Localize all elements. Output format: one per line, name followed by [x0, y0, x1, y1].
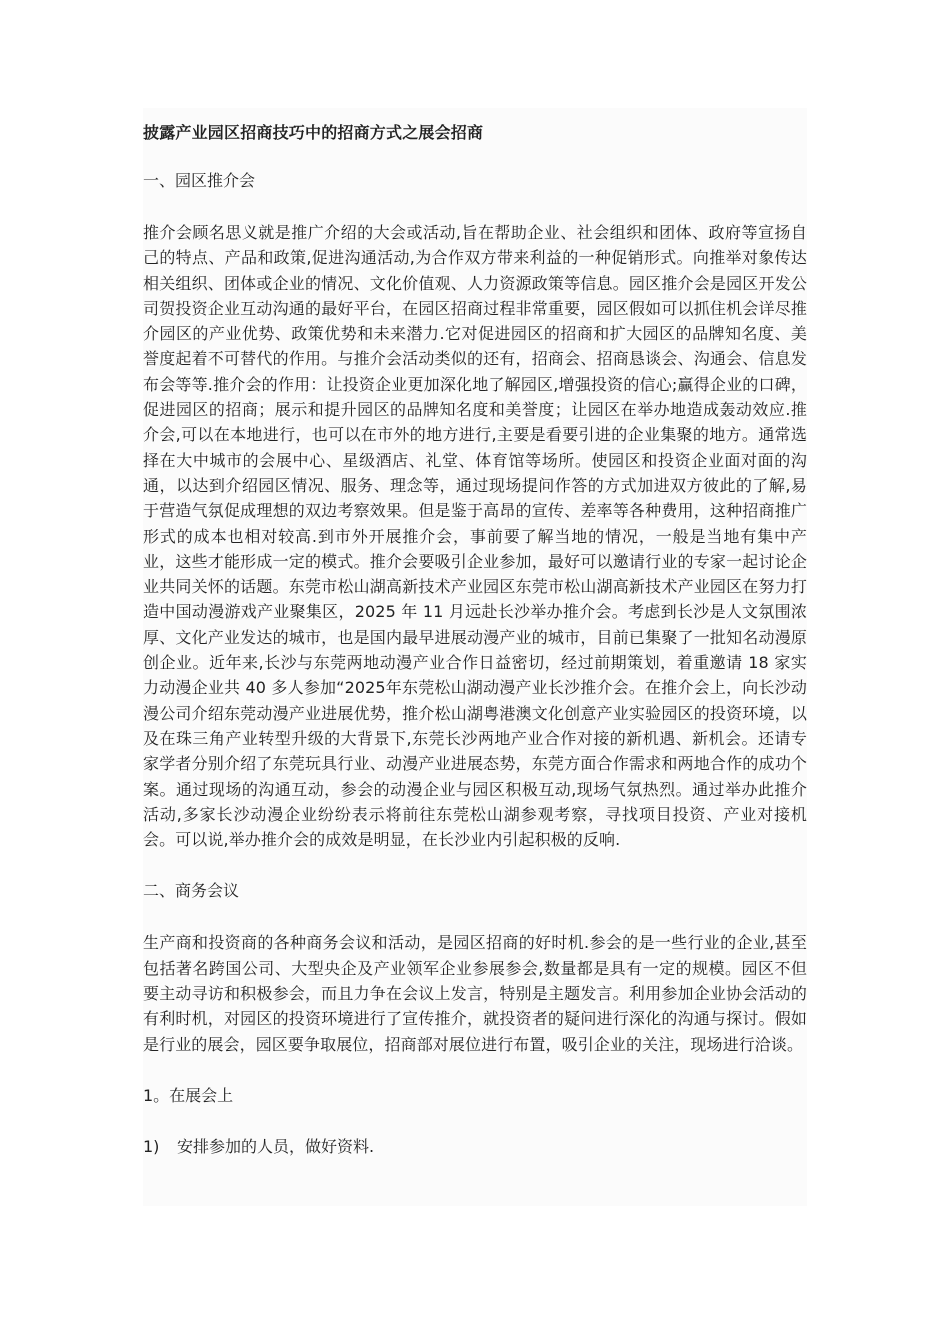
subsection-heading-at-exhibition: 1。在展会上 — [143, 1085, 234, 1105]
list-item-text: 安排参加的人员，做好资料. — [177, 1136, 375, 1156]
section-heading-business-meeting: 二、商务会议 — [143, 881, 240, 901]
list-item — [143, 1135, 807, 1159]
list-item-number: 1) — [143, 1136, 160, 1156]
section-paragraph-promotion-conference: 推介会顾名思义就是推广介绍的大会或活动,旨在帮助企业、社会组织和团体、政府等宣扬自己的特点、产品和政策,促进沟通活动,为合作双方带来利益的一种促销形式。向推举对象传达相关组织、团体或企业的情况、文化价值观、人力资源政策等信息。园区推介会是园区开发公司贺投资企业互动沟通的最好平台，在园区招商过程非常重要，园区假如可以抓住机会详尽推介园区的产业优势、政策优势和未来潜力.它对促进园区的招商和扩大园区的品牌知名度、美誉度起着不可替代的作用。与推介会活动类似的还有，招商会、招商恳谈会、沟通会、信息发布会等等.推介会的作用：让投资企业更加深化地了解园区,增强投资的信心;赢得企业的口碑，促进园区的招商；展示和提升园区的品牌知名度和美誉度；让园区在举办地造成轰动效应.推介会,可以在本地进行，也可以在市外的地方进行,主要是看要引进的企业集聚的地方。通常选择在大中城市的会展中心、星级酒店、礼堂、体育馆等场所。使园区和投资企业面对面的沟通，以达到介绍园区情况、服务、理念等，通过现场提问作答的方式加进双方彼此的了解,易于营造气氛促成理想的双边考察效果。但是鉴于高昂的宣传、差率等各种费用，这种招商推广形式的成本也相对较高.到市外开展推介会，事前要了解当地的情况，一般是当地有集中产业，这些才能形成一定的模式。推介会要吸引企业参加，最好可以邀请行业的专家一起讨论企业共同关怀的话题。东莞市松山湖高新技术产业园区东莞市松山湖高新技术产业园区在努力打造中国动漫游戏产业聚集区，2025 年 11 月远赴长沙举办推介会。考虑到长沙是人文氛围浓厚、文化产业发达的城市，也是国内最早进展动漫产业的城市，目前已集聚了一批知名动漫原创企业。近年来,长沙与东莞两地动漫产业合作日益密切，经过前期策划，着重邀请 18 家实力动漫企业共 40 多人参加“2025年东莞松山湖动漫产业长沙推介会。在推介会上，向长沙动漫公司介绍东莞动漫产业进展优势，推介松山湖粤港澳文化创意产业实验园区的投资环境，以及在珠三角产业转型升级的大背景下,东莞长沙两地产业合作对接的新机遇、新机会。还请专家学者分别介绍了东莞玩具行业、动漫产业进展态势，东莞方面合作需求和两地合作的成功个案。通过现场的沟通互动，参会的动漫企业与园区积极互动,现场气氛热烈。通过举办此推介活动,多家长沙动漫企业纷纷表示将前往东莞松山湖参观考察，寻找项目投资、产业对接机会。可以说,举办推介会的成效是明显，在长沙业内引起积极的反响. — [143, 223, 807, 850]
section-heading-promotion-conference: 一、园区推介会 — [143, 171, 256, 190]
section-paragraph-business-meeting: 生产商和投资商的各种商务会议和活动，是园区招商的好时机.参会的是一些行业的企业,甚至包括著名跨国公司、大型央企及产业领军企业参展参会,数量都是具有一定的规模。园区不但要主动寻访和积极参会，而且力争在会议上发言，特别是主题发言。利用参加企业协会活动的有利时机，对园区的投资环境进行了宣传推介，就投资者的疑问进行深化的沟通与探讨。假如是行业的展会，园区要争取展位，招商部对展位进行布置，吸引企业的关注，现场进行洽谈。 — [143, 933, 807, 1054]
document-title: 披露产业园区招商技巧中的招商方式之展会招商 — [143, 123, 484, 142]
document-body — [143, 121, 807, 1186]
